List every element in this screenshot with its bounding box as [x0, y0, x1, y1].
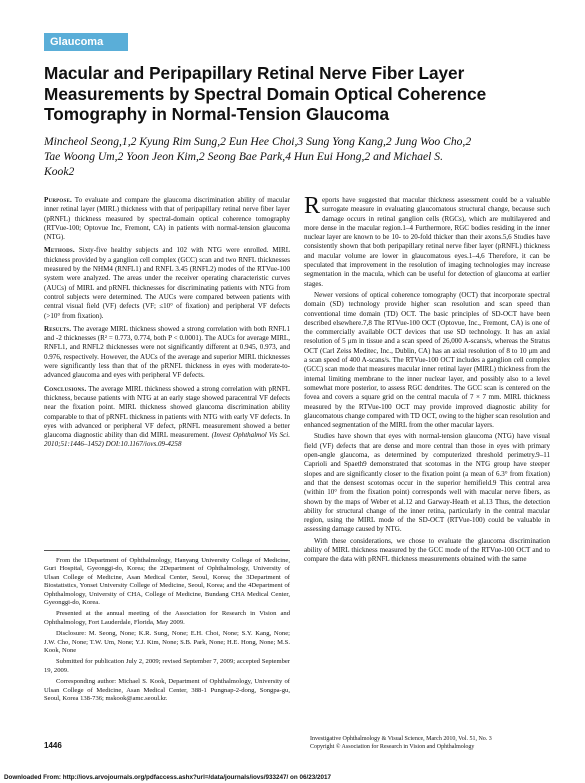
abstract-methods-text: Sixty-five healthy subjects and 102 with NTG were enrolled. MIRL thickness provided by a ganglion cell complex (GCC) scan and two RNFL thicknesses measured by the NHM4 (RNFL1) and RNFL 3.45 (RNFL2) modes of the RTVue-100 system were analyzed. The areas under the receiver operating characteristic curves (AUCs) of MIRL and pRNFL thicknesses for discriminating patients with NTG from control subjects were determined. The AUCs were compared between patients with central visual field (VF) defects (VF; ≤10° of fixation) and peripheral VF defects (>10° from fixation).	[44, 246, 290, 320]
abstract-conclusions-heading: Conclusions.	[44, 384, 87, 393]
footnote-submitted: Submitted for publication July 2, 2009; revised September 7, 2009; accepted September 19, 2009.	[44, 658, 290, 674]
abstract-purpose-heading: Purpose.	[44, 196, 72, 204]
author-list: Mincheol Seong,1,2 Kyung Rim Sung,2 Eun Hee Choi,3 Sung Yong Kang,2 Jung Woo Cho,2 Tae Woong Um,2 Yoon Jeon Kim,2 Seong Bae Park,4 Hun Eui Hong,2 and Michael S. Kook2	[44, 135, 472, 178]
footnote-affiliations: From the 1Department of Ophthalmology, Hanyang University College of Medicine, Guri Hospital, Gyeonggi-do, Korea; the 2Department of Ophthalmology, University of Ulsan College of Medicine, Asan Medical Center, Seoul, Korea; the 3Department of Biostatistics, Yonsei University College of Medicine, Seoul, Korea; and the 4Department of Ophthalmology, University of CHA, College of Medicine, Bundang CHA Medical Center, Gyeonggi-do, Korea.	[44, 557, 290, 607]
footnote-corresponding: Corresponding author: Michael S. Kook, Department of Ophthalmology, University of Ulsan College of Medicine, Asan Medical Center, 388-1 Pungnap-2-dong, Songpa-gu, Seoul, Korea 138-736; mskook@amc.seoul.kr.	[44, 678, 290, 703]
abstract-results-text: The average MIRL thickness showed a strong correlation with both RNFL1 and -2 thicknesses (R² = 0.773, 0.774, both P < 0.0001). The AUCs for average MIRL, RNFL1, and RNFL2 thicknesses were not significantly different at 0.945, 0.973, and 0.976, respectively. However, the AUCs of the average and superior MIRL thicknesses were significantly less than that of the pRNFL thickness in eyes with moderate-to-advanced glaucoma and eyes with peripheral VF defects.	[44, 324, 290, 380]
body-paragraph-1	[304, 193, 550, 289]
footnotes	[44, 557, 290, 707]
abstract-results	[44, 325, 290, 381]
footnote-divider	[44, 550, 290, 551]
abstract-citation: (Invest Ophthalmol Vis Sci. 2010;51:1446–1452) DOI:10.1167/iovs.09-4258	[44, 431, 290, 449]
journal-info	[310, 735, 550, 751]
page-number: 1446	[44, 741, 62, 750]
journal-copyright-line: Copyright © Association for Research in Vision and Ophthalmology	[310, 744, 475, 750]
body-paragraph-1-text: eports have suggested that macular thickness assessment could be a valuable surrogate measure in evaluating glaucomatous structural change, because such damage occurs in retinal ganglion cells (RGCs), which are multilayered and more dense in the macular region.1–4 Furthermore, RGC bodies residing in the inner nuclear layer are known to be 10- to 20-fold thicker than their axons.5,6 Studies have consistently shown that both peripapillary retinal nerve fiber layer (pRNFL) thickness and macular volume are lower in glaucomatous eyes.1–4,6 Therefore, it can be speculated that improvement in the resolution of imaging technologies may increase segmentation in the macula, which can be useful for detection of glaucoma at earlier stages.	[304, 196, 550, 288]
body-column	[304, 193, 550, 567]
abstract-column	[44, 196, 290, 454]
article-title: Macular and Peripapillary Retinal Nerve Fiber Layer Measurements by Spectral Domain Optical Coherence Tomography in Normal-Tension Glaucoma	[44, 63, 487, 124]
body-paragraph-3: Studies have shown that eyes with normal-tension glaucoma (NTG) have visual field (VF) defects that are dense and more central than those in eyes with primary open-angle glaucoma, as determined by computerized threshold perimetry.9–11 Caprioli and Spaeth9 demonstrated that scotomas in the NTG group have steeper slopes and are significantly closer to the fixation point (a mean of 6.3° from fixation) and that the densest scotomas occur in the superior hemifield.9 This central area (within 10° from the fixation point) corresponds well with macular nerve fibers, as shown by the maps of Weber et al.12 and Garway-Heath et al.13 Thus, the detection ability for structural change of the inner retina, particularly in the central macular region, using the MIRL mode of the SD-OCT (RTVue-100) could be valuable in assessing damage caused by NTG.	[304, 432, 550, 534]
abstract-conclusions	[44, 385, 290, 450]
footnote-presented: Presented at the annual meeting of the Association for Research in Vision and Ophthalmology, Fort Lauderdale, Florida, May 2009.	[44, 610, 290, 626]
drop-cap: R	[304, 193, 321, 219]
abstract-methods-heading: Methods.	[44, 246, 75, 255]
abstract-purpose-text: To evaluate and compare the glaucoma discrimination ability of macular inner retinal layer (MIRL) thickness with that of peripapillary retinal nerve fiber layer (pRNFL) thickness measured by spectral-domain optical coherence tomography (RTVue-100; Optovue Inc, Fremont, CA) in patients with normal-tension glaucoma (NTG).	[44, 196, 290, 242]
download-link-bar[interactable]: Downloaded From: http://iovs.arvojournals.org/pdfaccess.ashx?url=/data/journals/iovs/933247/ on 06/23/2017	[4, 774, 332, 781]
body-paragraph-4: With these considerations, we chose to evaluate the glaucoma discrimination ability of MIRL thickness measured by the GCC mode of the RTVue-100 OCT and to compare the data with pRNFL thickness measurements obtained with the same	[304, 536, 550, 564]
journal-citation-line: Investigative Ophthalmology & Visual Science, March 2010, Vol. 51, No. 3	[310, 736, 492, 742]
abstract-conclusions-text: The average MIRL thickness showed a strong correlation with pRNFL thickness, because patients with NTG at an early stage showed paracentral VF defects near the fixation point. MIRL thickness showed glaucoma discrimination ability comparable to that of pRNFL thickness in patients with NTG with early VF defects. In eyes with advanced or peripheral VF defect, pRNFL measurement showed a better glaucoma diagnostic ability than did MIRL measurement.	[44, 384, 290, 440]
footnote-disclosure: Disclosure: M. Seong, None; K.R. Sung, None; E.H. Choi, None; S.Y. Kang, None; J.W. Cho, None; T.W. Um, None; Y.J. Kim, None; S.B. Park, None; H.E. Hong, None; M.S. Kook, None	[44, 630, 290, 655]
body-paragraph-2: Newer versions of optical coherence tomography (OCT) that incorporate spectral domain (SD) technology provide higher scan resolution and scan speed than conventional time domain (TD) OCT. The basic principles of SD-OCT have been described elsewhere.7,8 The RTVue-100 OCT (Optovue, Inc., Fremont, CA) is one of the commercially available OCT devices that use SD technology. It has an axial resolution of 5 μm in tissue and a scan speed of 26,000 A-scans/s, whereas the Stratus OCT (Carl Zeiss Meditec, Inc., Dublin, CA) has an axial resolution of 8 to 10 μm and a scan speed of 400 A-scans/s. The RTVue-100 OCT includes a ganglion cell complex (GCC) scan mode that measures macular inner retinal layer (MIRL) thickness from the internal limiting membrane to the inner nuclear layer, and possibly also to a level somewhat more posterior, to assess RGC dendrites. The GCC scan is centered on the fovea and covers a square grid on the central macula of 7 × 7 mm. MIRL thickness measured by the RTVue-100 OCT may provide improved diagnostic ability for glaucomatous change compared with TD OCT, owing to the higher scan resolution and enhanced segmentation of the MIRL from the other macular layers.	[304, 290, 550, 430]
abstract-methods	[44, 246, 290, 320]
abstract-results-heading: Results.	[44, 324, 72, 333]
abstract-purpose	[44, 196, 290, 242]
section-tag: Glaucoma	[44, 33, 128, 51]
